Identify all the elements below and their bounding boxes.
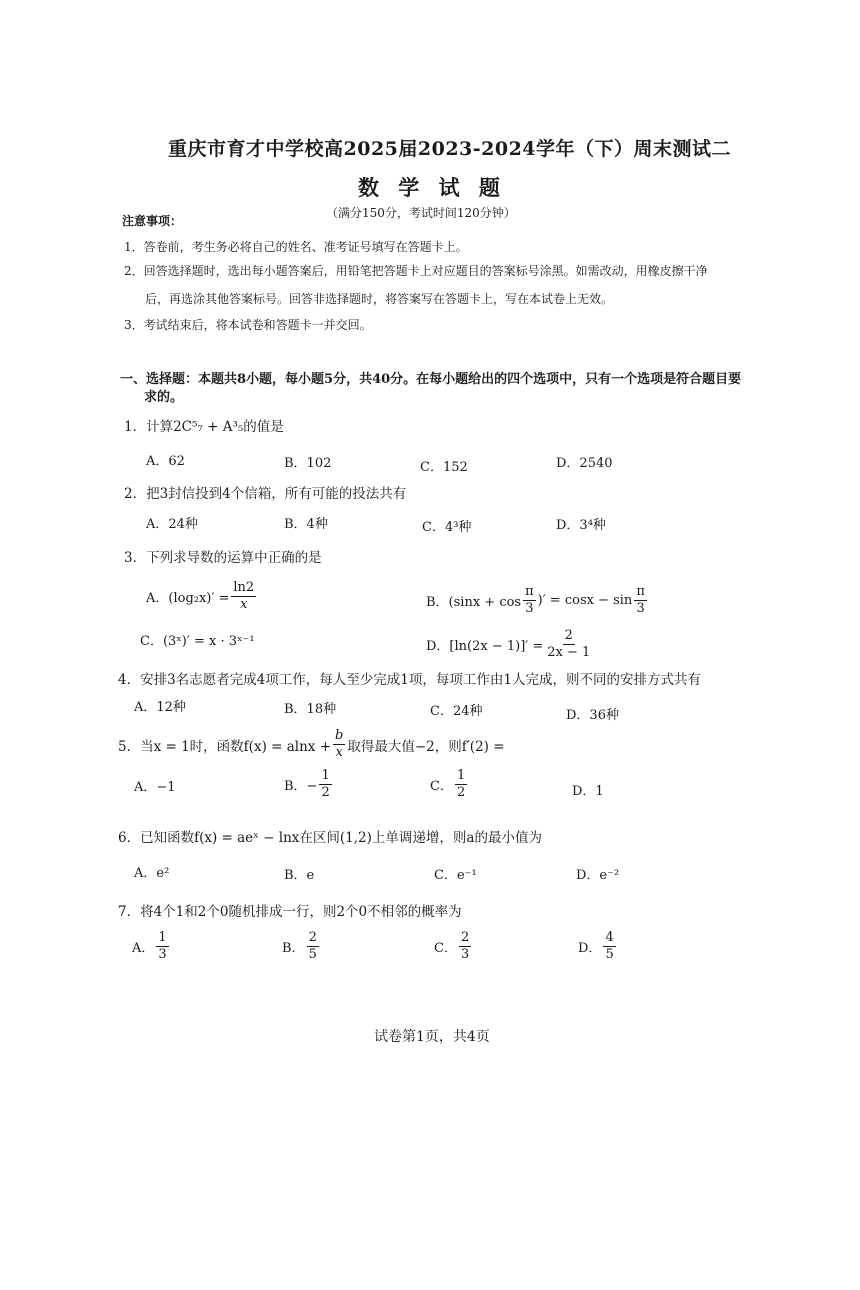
- question-7-option-a-label: A．: [132, 941, 155, 956]
- subject-title: 数 学 试 题: [358, 175, 506, 200]
- fraction-numerator: 4: [605, 930, 614, 945]
- question-4-option-c: C．24种: [430, 704, 483, 719]
- note-item-3: 3．考试结束后，将本试卷和答题卡一并交回。: [124, 318, 372, 332]
- fraction-numerator: π: [636, 584, 645, 599]
- fraction-denominator: 3: [158, 947, 167, 962]
- fraction-numerator: 1: [158, 930, 167, 945]
- question-3-option-d-lhs: D．[ln(2x − 1)]′ =: [426, 639, 544, 654]
- fraction-denominator: x: [240, 597, 248, 612]
- question-1-option-c: C．152: [420, 460, 468, 475]
- question-5-option-c: [430, 768, 469, 801]
- question-3-option-b-pi-fraction-2: [634, 584, 647, 617]
- question-3-option-a: [146, 580, 258, 613]
- fraction-denominator: 3: [636, 601, 645, 616]
- fraction-numerator: ln2: [233, 580, 255, 595]
- question-1-option-b: B．102: [284, 456, 332, 471]
- question-5-stem-start: 5．当x = 1时，函数f(x) = alnx +: [118, 738, 332, 755]
- question-4-stem: 4．安排3名志愿者完成4项工作，每人至少完成1项，每项工作由1人完成，则不同的安排方式共有: [118, 672, 701, 688]
- section-heading-cont: 求的。: [144, 390, 184, 405]
- question-7-option-b-label: B．: [282, 941, 305, 956]
- section-heading: 一、选择题：本题共8小题，每小题5分，共40分。在每小题给出的四个选项中，只有一个选项是符合题目要: [120, 372, 742, 387]
- note-item-2-cont: 后，再选涂其他答案标号。回答非选择题时，将答案写在答题卡上，写在本试卷上无效。: [145, 292, 614, 306]
- question-1-option-a: A．62: [146, 454, 185, 469]
- question-2-option-b: B．4种: [284, 517, 328, 532]
- question-5-option-b-fraction: [319, 768, 331, 801]
- fraction-numerator: 1: [456, 768, 466, 783]
- fraction-denominator: 2: [321, 785, 330, 800]
- question-3-option-b-lhs: B．(sinx + cos: [426, 595, 522, 610]
- fraction-denominator: x: [335, 745, 343, 760]
- exam-title: 重庆市育才中学校高2025届2023-2024学年（下）周末测试二: [168, 138, 732, 160]
- question-1-stem: 1．计算2C⁵₇ + A³₅的值是: [124, 419, 284, 435]
- fraction-denominator: 2: [456, 785, 466, 800]
- question-7-option-c-label: C．: [434, 941, 457, 956]
- question-7-option-d: [578, 930, 618, 963]
- question-5-option-c-label: C．: [430, 779, 453, 794]
- question-4-option-d: D．36种: [566, 708, 619, 723]
- question-6-option-d: D．e⁻²: [576, 868, 620, 883]
- fraction-numerator: 1: [321, 768, 330, 783]
- fraction-denominator: 3: [460, 947, 470, 962]
- page-footer: 试卷第1页，共4页: [374, 1029, 490, 1045]
- question-3-option-a-lhs: A．(log₂x)′ =: [146, 591, 230, 606]
- fraction-numerator: b: [335, 728, 344, 743]
- fraction-numerator: π: [525, 584, 534, 599]
- fraction-denominator: 5: [308, 947, 317, 962]
- question-1-option-d: D．2540: [556, 456, 613, 471]
- question-3-option-c: C．(3ˣ)′ = x · 3ˣ⁻¹: [140, 634, 255, 649]
- notes-heading: 注意事项：: [122, 214, 183, 228]
- question-7-option-c: [434, 930, 473, 963]
- question-6-option-a: A．e²: [134, 866, 170, 881]
- question-5-option-d: D．1: [572, 784, 604, 799]
- question-3-option-b-rhs: )′ = cosx − sin: [537, 593, 633, 608]
- question-3-option-d-fraction: [545, 628, 592, 661]
- question-2-option-c: C．4³种: [422, 520, 472, 535]
- question-4-option-b: B．18种: [284, 702, 337, 717]
- question-7-option-d-label: D．: [578, 941, 602, 956]
- question-3-option-b: [426, 584, 649, 617]
- question-5-fraction: [333, 728, 345, 761]
- fraction-denominator: 5: [605, 947, 614, 962]
- fraction-denominator: 2x − 1: [547, 645, 591, 660]
- question-7-option-d-fraction: [603, 930, 615, 963]
- question-7-option-b: [282, 930, 321, 963]
- question-5-option-c-fraction: [455, 768, 467, 801]
- question-3-option-a-fraction: [231, 580, 256, 613]
- question-7-option-a: [132, 930, 171, 963]
- exam-info: （满分150分，考试时间120分钟）: [326, 206, 516, 220]
- question-7-stem: 7．将4个1和2个0随机排成一行，则2个0不相邻的概率为: [118, 904, 462, 920]
- question-7-option-c-fraction: [459, 930, 471, 963]
- question-6-stem: 6．已知函数f(x) = aeˣ − lnx在区间(1,2)上单调递增，则a的最小值为: [118, 830, 542, 846]
- question-3-option-b-pi-fraction: [523, 584, 536, 617]
- note-item-1: 1．答卷前，考生务必将自己的姓名、准考证号填写在答题卡上。: [124, 240, 468, 254]
- question-5-stem: [118, 728, 505, 761]
- question-7-option-a-fraction: [156, 930, 168, 963]
- question-6-option-b: B．e: [284, 868, 315, 883]
- fraction-numerator: 2: [564, 628, 573, 643]
- question-3-option-d: [426, 628, 594, 661]
- note-item-2: 2．回答选择题时，选出每小题答案后，用铅笔把答题卡上对应题目的答案标号涂黑。如需改动，用橡皮擦干净: [124, 264, 708, 278]
- question-2-stem: 2．把3封信投到4个信箱，所有可能的投法共有: [124, 486, 407, 502]
- question-5-option-a: A．−1: [134, 780, 176, 795]
- question-5-stem-end: 取得最大值−2，则f′(2) =: [347, 738, 505, 755]
- fraction-denominator: 3: [525, 601, 534, 616]
- question-2-option-d: D．3⁴种: [556, 518, 606, 533]
- question-4-option-a: A．12种: [134, 700, 186, 715]
- fraction-numerator: 2: [308, 930, 317, 945]
- question-5-option-b: [284, 768, 334, 801]
- question-3-stem: 3．下列求导数的运算中正确的是: [124, 550, 322, 566]
- fraction-numerator: 2: [460, 930, 470, 945]
- question-7-option-b-fraction: [307, 930, 319, 963]
- question-5-option-b-label: B．−: [284, 779, 318, 794]
- question-2-option-a: A．24种: [146, 517, 198, 532]
- question-6-option-c: C．e⁻¹: [434, 868, 477, 883]
